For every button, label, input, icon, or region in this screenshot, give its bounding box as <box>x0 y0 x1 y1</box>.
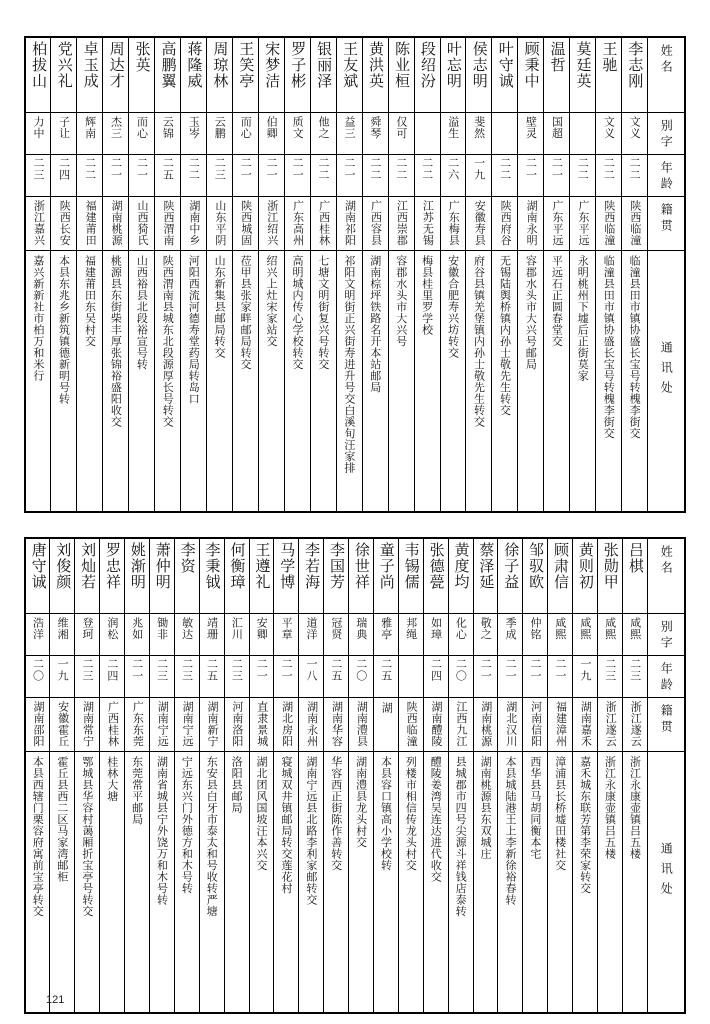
entry-alias: 仲铭 <box>523 614 548 656</box>
entry-origin: 广东平远 <box>544 197 570 251</box>
entry-origin: 湖南华容 <box>324 698 349 752</box>
entry-alias: 如璋 <box>423 614 448 656</box>
entry-origin: 湖 <box>373 698 398 752</box>
entry-age: 二三 <box>75 656 100 698</box>
entry-address: 湖南桃源县东双城庄 <box>473 752 498 1014</box>
entry-origin: 福建莆田 <box>77 197 103 251</box>
entry-age: 二三 <box>597 656 622 698</box>
entry-address: 湖南省城县宁外饶万和木号转 <box>149 752 174 1014</box>
entry-name: 徐世祥 <box>349 538 374 614</box>
entry-name: 吕棋 <box>622 538 647 614</box>
column-header-label: 姓名 <box>648 538 686 614</box>
column-header-label: 籍贯 <box>648 197 686 251</box>
entry-name: 周琼林 <box>207 37 233 113</box>
entry-origin: 广西桂林 <box>100 698 125 752</box>
entry-age: 二四 <box>100 656 125 698</box>
entry-age: 二一 <box>284 155 310 197</box>
entry-name: 党兴礼 <box>51 37 77 113</box>
entry-address: 本县城陆港王上李新徐裕春转 <box>498 752 523 1014</box>
entry-age: 二六 <box>440 155 466 197</box>
entry-origin: 安徽寿县 <box>466 197 492 251</box>
entry-name: 叶忘明 <box>440 37 466 113</box>
entry-origin: 湖南中乡 <box>181 197 207 251</box>
entry-origin: 江西九江 <box>448 698 473 752</box>
entry-name: 高鹏翼 <box>155 37 181 113</box>
column-header-label: 通讯处 <box>648 752 686 1014</box>
entry-address: 无锡陆舆桥镇内孙士敬先生转交 <box>492 251 518 513</box>
entry-age: 二二 <box>492 155 518 197</box>
entry-address: 平远石正圆春堂交 <box>544 251 570 513</box>
entry-origin: 广东梅县 <box>440 197 466 251</box>
entry-address: 湖北团风国坡汪本兴交 <box>249 752 274 1014</box>
entry-address: 列楼市相信传龙头村交 <box>398 752 423 1014</box>
entry-address: 府谷县镇羌堡镇内孙士敬先生转交 <box>466 251 492 513</box>
entry-address: 本县西辖门栗容府寓前宝亭转交 <box>25 752 50 1014</box>
entry-alias: 壁灵 <box>518 113 544 155</box>
entry-age: 二一 <box>473 656 498 698</box>
entry-address: 嘉禾城东联芳第李荣家转交 <box>573 752 598 1014</box>
entry-origin: 陕西临潼 <box>596 197 622 251</box>
entry-age: 二三 <box>622 656 647 698</box>
entry-address: 永明桃州下墟后正街莫家 <box>570 251 596 513</box>
entry-alias: 敬之 <box>473 614 498 656</box>
entry-origin: 湖南邵阳 <box>25 698 50 752</box>
entry-address: 七塘文明街复兴号转交 <box>310 251 336 513</box>
entry-alias: 而心 <box>233 113 259 155</box>
entry-name: 王笑亭 <box>233 37 259 113</box>
entry-origin: 湖南新宁 <box>199 698 224 752</box>
table-row-name <box>25 37 685 113</box>
entry-age: 二五 <box>199 656 224 698</box>
entry-age <box>398 656 423 698</box>
entry-alias: 咸熙 <box>597 614 622 656</box>
entry-origin: 广东平远 <box>570 197 596 251</box>
entry-origin: 直隶景城 <box>249 698 274 752</box>
entry-name: 王驰 <box>596 37 622 113</box>
entry-address: 福建莆田东吴村交 <box>77 251 103 513</box>
entry-origin: 山西猗氏 <box>129 197 155 251</box>
entry-address: 湖南澧县龙头村交 <box>349 752 374 1014</box>
entry-alias: 而心 <box>129 113 155 155</box>
entry-age: 二二 <box>362 155 388 197</box>
entry-origin: 湖南宁远 <box>174 698 199 752</box>
table-row-origin <box>25 197 685 251</box>
entry-alias: 国超 <box>544 113 570 155</box>
entry-address: 东安县白牙市泰太和号收转严塘 <box>199 752 224 1014</box>
entry-address: 西华县马胡同衡本宅 <box>523 752 548 1014</box>
entry-age: 二一 <box>249 656 274 698</box>
entry-origin: 湖南嘉禾 <box>573 698 598 752</box>
entry-age: 二〇 <box>25 656 50 698</box>
entry-name: 莫廷英 <box>570 37 596 113</box>
entry-alias: 瑞典 <box>349 614 374 656</box>
entry-name: 黄度均 <box>448 538 473 614</box>
entry-age: 二二 <box>388 155 414 197</box>
column-header-label: 年龄 <box>648 656 686 698</box>
entry-origin: 浙江遂云 <box>597 698 622 752</box>
entry-alias: 咸熙 <box>622 614 647 656</box>
entry-age: 二二 <box>596 155 622 197</box>
entry-name: 罗子彬 <box>284 37 310 113</box>
entry-alias: 玉岑 <box>181 113 207 155</box>
entry-name: 王友斌 <box>336 37 362 113</box>
entry-origin: 湖南常宁 <box>75 698 100 752</box>
entry-name: 刘灿若 <box>75 538 100 614</box>
entry-alias: 斐然 <box>466 113 492 155</box>
entry-age: 二二 <box>414 155 440 197</box>
entry-name: 顾秉中 <box>518 37 544 113</box>
table-row-origin <box>25 698 685 752</box>
entry-address: 湖南棕坪铁路名开本站邮局 <box>362 251 388 513</box>
entry-alias: 润松 <box>100 614 125 656</box>
entry-alias: 维湘 <box>50 614 75 656</box>
entry-address: 本县东兆乡新筑镇德新明号转 <box>51 251 77 513</box>
column-header-label: 别字 <box>648 113 686 155</box>
entry-name: 徐子益 <box>498 538 523 614</box>
entry-name: 童子尚 <box>373 538 398 614</box>
entry-age: 二三 <box>174 656 199 698</box>
entry-age: 二二 <box>181 155 207 197</box>
entry-age: 二〇 <box>448 656 473 698</box>
entry-address: 祁阳文明街正兴街寿进升号交白溪旬汪家排 <box>336 251 362 513</box>
entry-age: 二一 <box>336 155 362 197</box>
table-row-alias <box>25 614 685 656</box>
entry-address: 浙江永康壶镇吕五楼 <box>622 752 647 1014</box>
entry-origin: 湖南桃源 <box>473 698 498 752</box>
entry-alias: 咸熙 <box>573 614 598 656</box>
entry-name: 李若海 <box>299 538 324 614</box>
entry-name: 罗忠祥 <box>100 538 125 614</box>
entry-alias <box>492 113 518 155</box>
entry-origin: 湖南宁远 <box>149 698 174 752</box>
entry-alias: 汇川 <box>224 614 249 656</box>
entry-alias: 文义 <box>596 113 622 155</box>
column-header-label: 籍贯 <box>648 698 686 752</box>
entry-age: 二一 <box>498 656 523 698</box>
entry-origin: 陕西临潼 <box>398 698 423 752</box>
entry-alias: 他之 <box>310 113 336 155</box>
entry-origin: 江西崇郡 <box>388 197 414 251</box>
entry-alias: 力中 <box>25 113 51 155</box>
entry-alias: 辉南 <box>77 113 103 155</box>
entry-name: 黄则初 <box>573 538 598 614</box>
entry-origin: 浙江遂云 <box>622 698 647 752</box>
entry-address: 县城郡市四号尖源斗祥钱店泰转 <box>448 752 473 1014</box>
entry-address: 漳浦县长桥墟田楼社交 <box>548 752 573 1014</box>
entry-age: 二五 <box>155 155 181 197</box>
entry-alias: 安卿 <box>249 614 274 656</box>
entry-name: 陈业桓 <box>388 37 414 113</box>
entry-alias: 化心 <box>448 614 473 656</box>
entry-age: 一八 <box>299 656 324 698</box>
entry-alias: 浩洋 <box>25 614 50 656</box>
entry-alias: 平章 <box>274 614 299 656</box>
entry-alias: 靖珊 <box>199 614 224 656</box>
entry-origin: 陕西府谷 <box>492 197 518 251</box>
entry-name: 李秉钺 <box>199 538 224 614</box>
entry-alias: 杰三 <box>103 113 129 155</box>
entry-name: 李资 <box>174 538 199 614</box>
entry-address: 本县容口镇高小学校转 <box>373 752 398 1014</box>
entry-alias: 咸熙 <box>548 614 573 656</box>
entry-alias: 雅亭 <box>373 614 398 656</box>
entry-age: 一九 <box>573 656 598 698</box>
entry-origin: 湖南永州 <box>299 698 324 752</box>
entry-name: 张勋甲 <box>597 538 622 614</box>
entry-origin: 河南信阳 <box>523 698 548 752</box>
table-row-age <box>25 656 685 698</box>
entry-name: 姚渐明 <box>125 538 150 614</box>
entry-address: 山西裕县北段裕宣号转 <box>129 251 155 513</box>
entry-name: 侯志明 <box>466 37 492 113</box>
entry-alias: 云鹏 <box>207 113 233 155</box>
entry-alias: 仅可 <box>388 113 414 155</box>
column-header-label: 通讯处 <box>648 251 686 513</box>
table-row-address <box>25 752 685 1014</box>
entry-alias: 登珂 <box>75 614 100 656</box>
entry-origin: 江苏无锡 <box>414 197 440 251</box>
entry-name: 卓玉成 <box>77 37 103 113</box>
entry-name: 何衡璋 <box>224 538 249 614</box>
entry-age: 二一 <box>125 656 150 698</box>
entry-origin: 湖南醴陵 <box>423 698 448 752</box>
entry-age: 二一 <box>523 656 548 698</box>
entry-name: 周达才 <box>103 37 129 113</box>
entry-age: 二二 <box>310 155 336 197</box>
entry-origin: 陕西城固 <box>233 197 259 251</box>
entry-name: 李国芳 <box>324 538 349 614</box>
entry-address: 寝城双井镇邮局转交莲花村 <box>274 752 299 1014</box>
entry-address: 容郡水头市大兴号 <box>388 251 414 513</box>
entry-name: 宋梦洁 <box>258 37 284 113</box>
entry-age: 二一 <box>258 155 284 197</box>
entry-address: 华容西正街陈作善转交 <box>324 752 349 1014</box>
entry-name: 叶守诚 <box>492 37 518 113</box>
entry-name: 张英 <box>129 37 155 113</box>
entry-origin: 浙江嘉兴 <box>25 197 51 251</box>
entry-address: 陕西渭南县城东北段源厚长号转交 <box>155 251 181 513</box>
entry-origin: 山东平阴 <box>207 197 233 251</box>
entry-origin: 陕西渭南 <box>155 197 181 251</box>
entry-age: 二五 <box>373 656 398 698</box>
entry-age: 二四 <box>423 656 448 698</box>
entry-alias: 季成 <box>498 614 523 656</box>
entry-alias: 兆如 <box>125 614 150 656</box>
entry-alias: 子让 <box>51 113 77 155</box>
entry-alias: 溢生 <box>440 113 466 155</box>
entry-origin: 湖南祁阳 <box>336 197 362 251</box>
entry-name: 邹驭欧 <box>523 538 548 614</box>
entry-origin: 广西桂林 <box>310 197 336 251</box>
entry-address: 醴陵姜湾吴连达进代收交 <box>423 752 448 1014</box>
entry-address: 嘉兴新新社市柏万和米行 <box>25 251 51 513</box>
entry-origin: 广东东莞 <box>125 698 150 752</box>
entry-address: 安徽合肥寿兴坊转交 <box>440 251 466 513</box>
entry-age: 二一 <box>544 155 570 197</box>
roster-table-top <box>24 36 686 513</box>
entry-age: 二二 <box>622 155 648 197</box>
entry-address: 霍丘县西二区马家湾邮柜 <box>50 752 75 1014</box>
entry-origin: 广西容县 <box>362 197 388 251</box>
entry-alias: 文义 <box>622 113 648 155</box>
table-row-alias <box>25 113 685 155</box>
column-header-label: 别字 <box>648 614 686 656</box>
entry-origin: 广东高州 <box>284 197 310 251</box>
entry-origin: 陕西长安 <box>51 197 77 251</box>
entry-address: 宁远东兴门外德方和木号转 <box>174 752 199 1014</box>
entry-alias: 舜琴 <box>362 113 388 155</box>
entry-address: 浙江永康壶镇吕五楼 <box>597 752 622 1014</box>
entry-origin: 安徽霍丘 <box>50 698 75 752</box>
column-header-label: 年龄 <box>648 155 686 197</box>
entry-alias: 伯卿 <box>258 113 284 155</box>
entry-alias: 云锦 <box>155 113 181 155</box>
entry-name: 王遵礼 <box>249 538 274 614</box>
entry-age: 二五 <box>324 656 349 698</box>
entry-age: 二一 <box>233 155 259 197</box>
entry-origin: 湖北汉川 <box>498 698 523 752</box>
entry-name: 柏拔山 <box>25 37 51 113</box>
entry-alias: 冠贤 <box>324 614 349 656</box>
entry-age: 二一 <box>129 155 155 197</box>
entry-origin: 湖南永明 <box>518 197 544 251</box>
entry-alias: 邦绳 <box>398 614 423 656</box>
entry-age: 一九 <box>466 155 492 197</box>
entry-name: 蒋隆威 <box>181 37 207 113</box>
entry-alias: 锄非 <box>149 614 174 656</box>
entry-name: 顾肃信 <box>548 538 573 614</box>
roster-table-bottom <box>24 537 686 1014</box>
entry-age: 二一 <box>103 155 129 197</box>
entry-alias: 益三 <box>336 113 362 155</box>
entry-name: 韦锡儒 <box>398 538 423 614</box>
entry-address: 梅县桂里罗学校 <box>414 251 440 513</box>
entry-alias: 道洋 <box>299 614 324 656</box>
entry-address: 桂林大塘 <box>100 752 125 1014</box>
entry-address: 山东新集县邮局转交 <box>207 251 233 513</box>
entry-age: 二三 <box>149 656 174 698</box>
entry-origin: 浙江绍兴 <box>258 197 284 251</box>
entry-origin: 河南洛阳 <box>224 698 249 752</box>
entry-address: 容郡水头市大兴号邮局 <box>518 251 544 513</box>
entry-alias <box>414 113 440 155</box>
entry-address: 鄂城县华容村蔼厢折宝亭号转交 <box>75 752 100 1014</box>
entry-age: 二三 <box>224 656 249 698</box>
entry-name: 马学博 <box>274 538 299 614</box>
table-row-age <box>25 155 685 197</box>
entry-address: 临潼县田市镇协盛长宝号转槐李街交 <box>596 251 622 513</box>
entry-alias: 质文 <box>284 113 310 155</box>
entry-name: 温哲 <box>544 37 570 113</box>
page-number: 121 <box>46 994 65 1006</box>
entry-address: 桃源县东街柴丰厚张锦裕盛阳收交 <box>103 251 129 513</box>
entry-address: 东莞常平邮局 <box>125 752 150 1014</box>
entry-name: 黄洪英 <box>362 37 388 113</box>
entry-name: 萧仲明 <box>149 538 174 614</box>
entry-alias: 敏达 <box>174 614 199 656</box>
entry-origin: 湖南澧县 <box>349 698 374 752</box>
column-header-label: 姓名 <box>648 37 686 113</box>
entry-age: 二三 <box>25 155 51 197</box>
table-row-name <box>25 538 685 614</box>
entry-address: 河阳西流河德寿堂药局转岛口 <box>181 251 207 513</box>
entry-age: 二二 <box>570 155 596 197</box>
entry-name: 张德甍 <box>423 538 448 614</box>
entry-age: 二一 <box>518 155 544 197</box>
entry-address: 洛阳县邮局 <box>224 752 249 1014</box>
entry-name: 唐守诚 <box>25 538 50 614</box>
entry-address: 莅甲县张家畔邮局转交 <box>233 251 259 513</box>
entry-age: 一九 <box>50 656 75 698</box>
entry-age: 二〇 <box>349 656 374 698</box>
entry-origin: 福建漳州 <box>548 698 573 752</box>
entry-age: 二一 <box>274 656 299 698</box>
entry-name: 刘俊颜 <box>50 538 75 614</box>
entry-address: 高明城内传心学校转交 <box>284 251 310 513</box>
entry-age: 二三 <box>207 155 233 197</box>
entry-age: 二四 <box>51 155 77 197</box>
entry-age: 二一 <box>548 656 573 698</box>
entry-name: 段绍汾 <box>414 37 440 113</box>
table-row-address <box>25 251 685 513</box>
entry-origin: 陕西临潼 <box>622 197 648 251</box>
entry-age: 二二 <box>77 155 103 197</box>
entry-name: 李志刚 <box>622 37 648 113</box>
entry-address: 绍兴上灶宋家站交 <box>258 251 284 513</box>
entry-name: 蔡泽延 <box>473 538 498 614</box>
entry-address: 临潼县田市镇协盛长宝号转槐李街交 <box>622 251 648 513</box>
entry-address: 湖南宁远县北路李利家邮转交 <box>299 752 324 1014</box>
entry-origin: 湖南桃源 <box>103 197 129 251</box>
entry-origin: 湖北房阳 <box>274 698 299 752</box>
entry-name: 银丽泽 <box>310 37 336 113</box>
entry-alias <box>570 113 596 155</box>
